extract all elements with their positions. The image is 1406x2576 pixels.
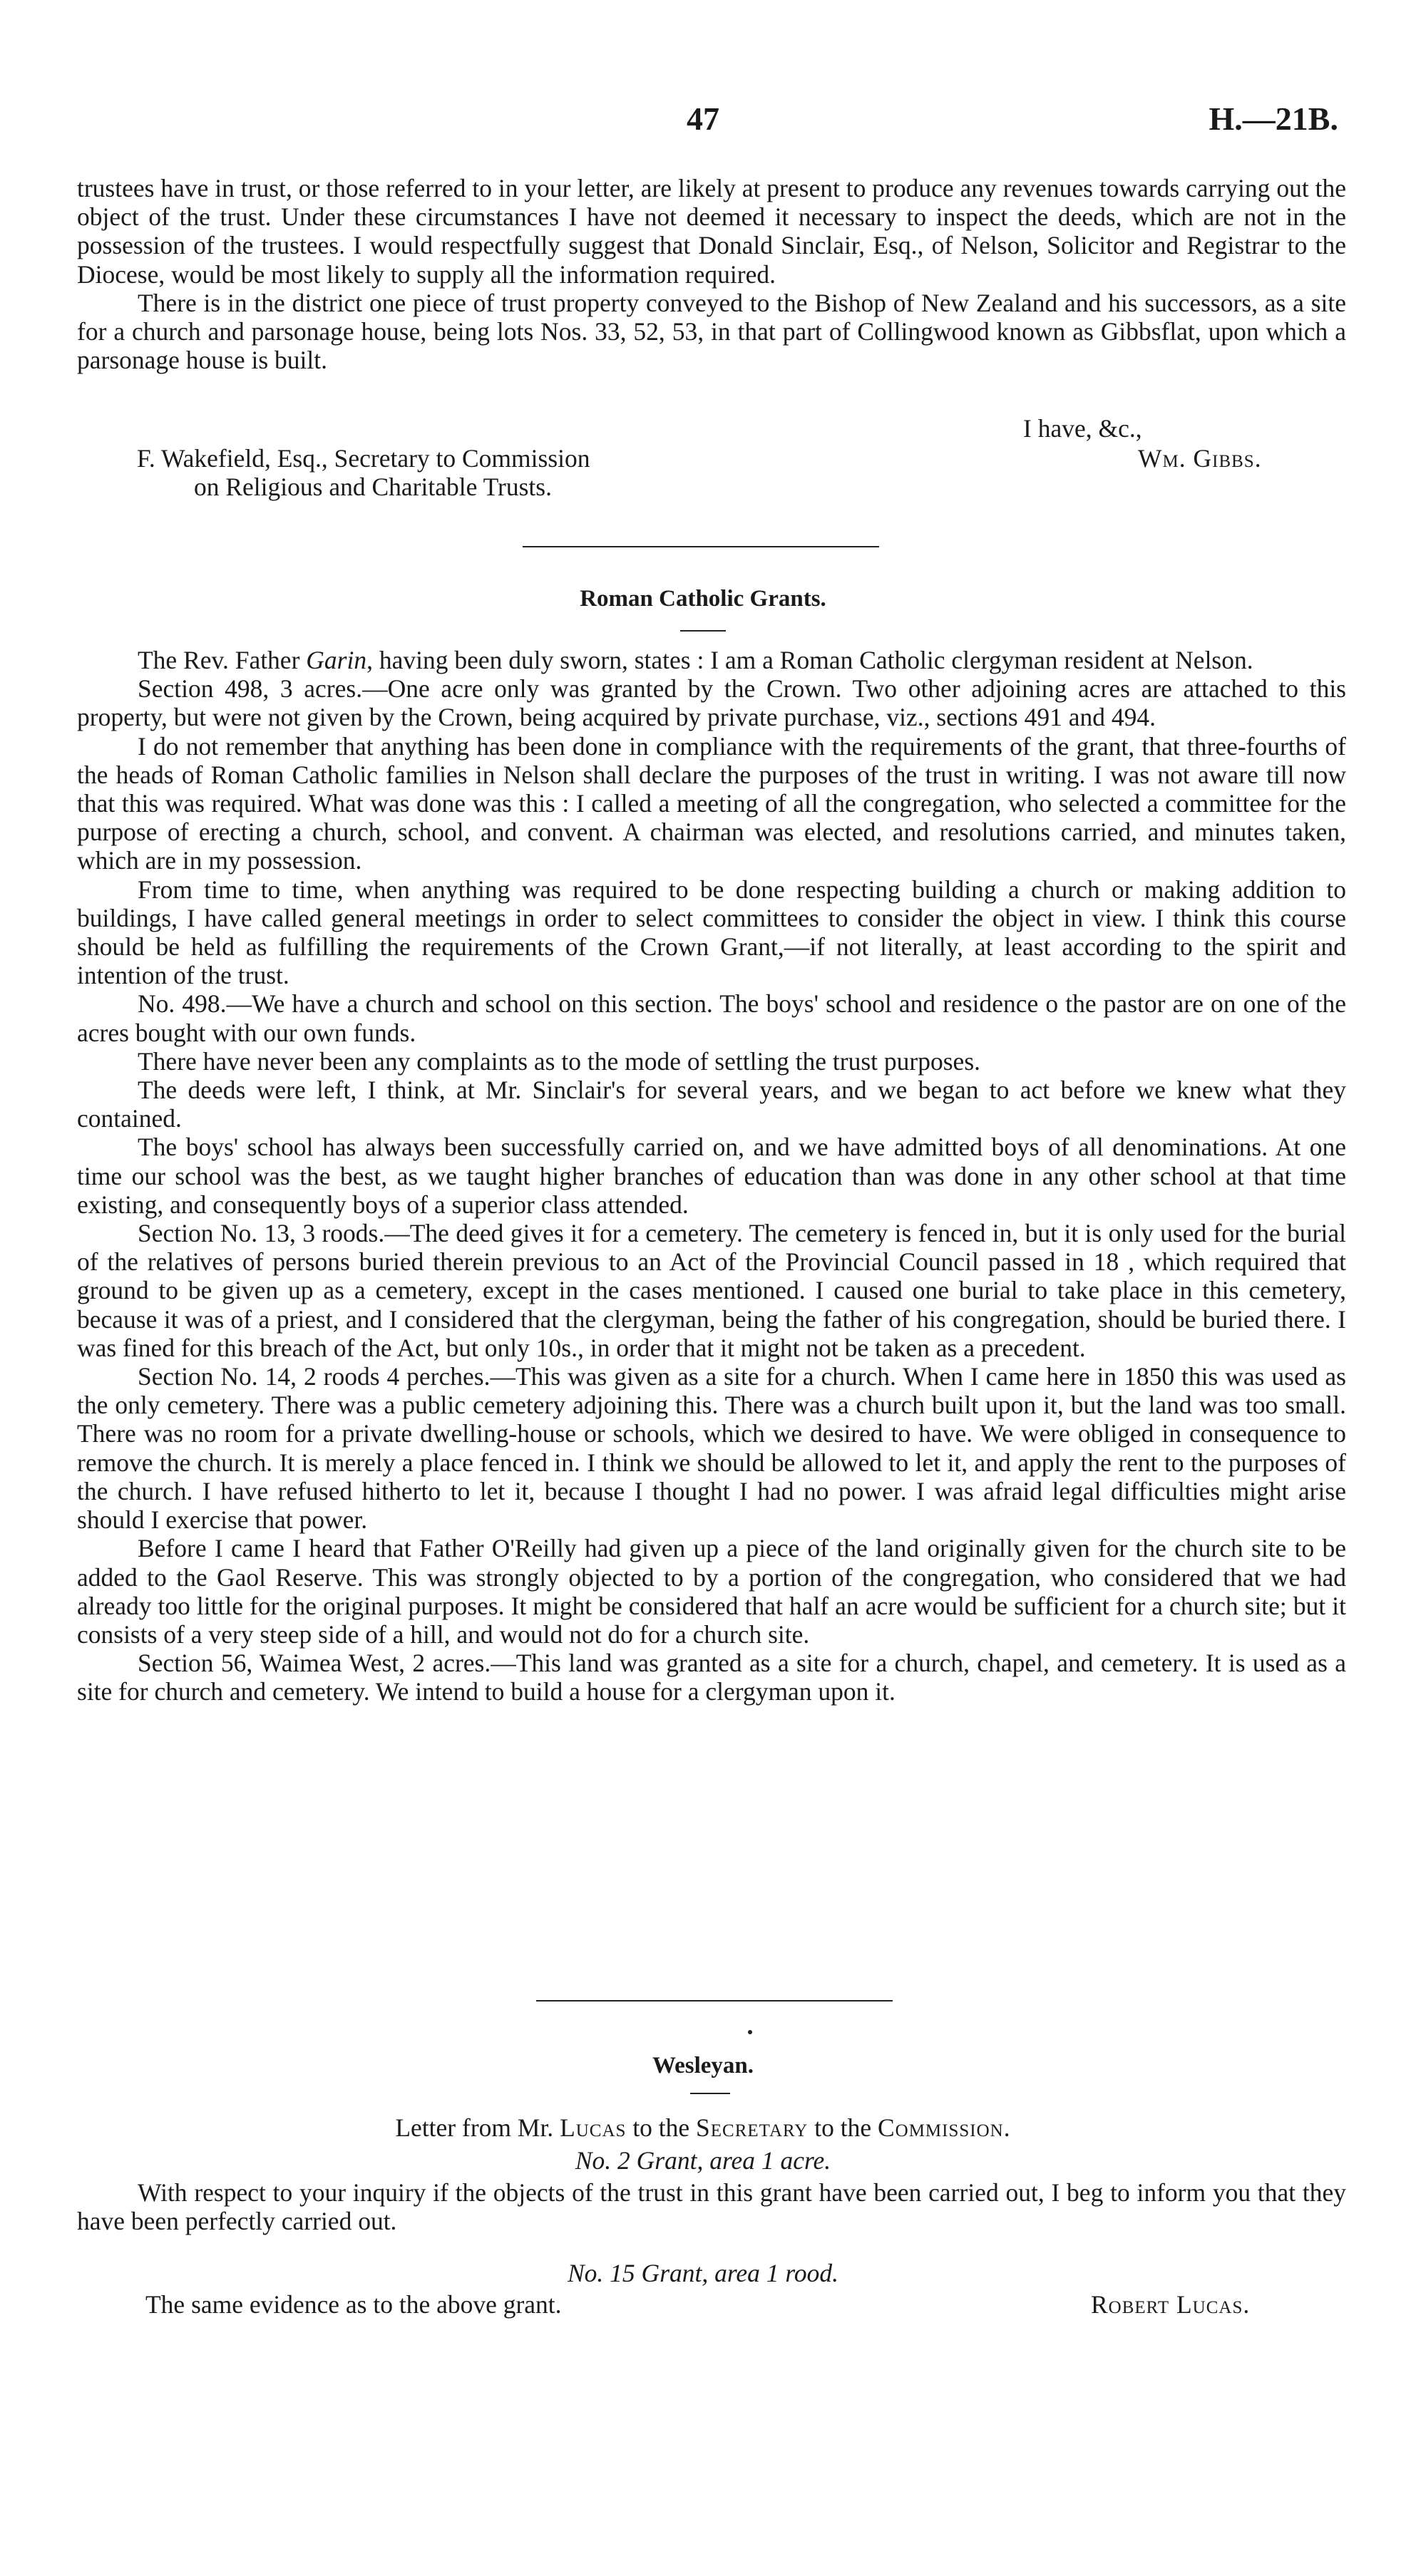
wesleyan-grant-1-text — [77, 2178, 1346, 2235]
rc-paragraph: The deeds were left, I think, at Mr. Sinclair's for several years, and we began to act before we knew what they contained. — [77, 1076, 1346, 1133]
rc-paragraph: Section 56, Waimea West, 2 acres.—This land was granted as a site for a church, chapel, and cemetery. It is used as a site for church and cemetery. We intend to build a house for a clergyman upon it. — [77, 1649, 1346, 1706]
rc-paragraph: There have never been any complaints as to the mode of settling the trust purposes. — [138, 1046, 981, 1076]
grant-2-text: The same evidence as to the above grant. — [145, 2290, 562, 2319]
wesleyan-letter-line: Letter from Mr. Lucas to the Secretary to the Commission. — [395, 2113, 1011, 2142]
rc-paragraph: Before I came I heard that Father O'Reilly had given up a piece of the land originally given for the church site to be added to the Gaol Reserve. This was strongly objected to by a portion of the congregation, who considered that we had already too little for the original purposes. It might be considered that half an acre would be sufficient for a church site; but it consists of a very steep side of a hill, and would not do for a church site. — [77, 1534, 1346, 1649]
roman-catholic-heading: Roman Catholic Grants. — [580, 586, 826, 612]
recipient-title: Secretary — [696, 2113, 809, 2142]
rc-paragraph: Section No. 14, 2 roods 4 perches.—This was given as a site for a church. When I came here in 1850 this was used as the only cemetery. There was a public cemetery adjoining this. There was a church built upon it, but the land was too small. There was no room for a private dwelling-house or schools, which we desired to have. We were obliged in consequence to remove the church. It is merely a place fenced in. I think we should be allowed to let it, and apply the rent to the purposes of the church. I have refused hitherto to let it, because I thought I had no power. I was afraid legal difficulties might arise should I exercise that power. — [77, 1362, 1346, 1535]
rc-paragraph: Section 498, 3 acres.—One acre only was granted by the Crown. Two other adjoining acres are attached to this property, but were not given by the Crown, being acquired by private purchase, viz., sections 491 and 494. — [77, 674, 1346, 732]
rc-paragraph: From time to time, when anything was required to be done respecting building a church or making addition to buildings, I have called general meetings in order to select committees to consider the object in view. I think this course should be held as fulfilling the requirements of the Crown Grant,—if not literally, at least according to the spirit and intention of the trust. — [77, 875, 1346, 990]
gibbs-paragraph-2: There is in the district one piece of trust property conveyed to the Bishop of New Zealand and his successors, as a site for a church and parsonage house, being lots Nos. 33, 52, 53, in that part of Collingwood known as Gibbsflat, upon which a parsonage house is built. — [77, 288, 1346, 375]
gibbs-letter-body — [77, 174, 1346, 374]
section-divider — [523, 546, 879, 547]
rc-paragraph: I do not remember that anything has been done in compliance with the requirements of the grant, that three-fourths of the heads of Roman Catholic families in Nelson shall declare the purposes of the trust in writing. I was not aware till now that this was required. What was done was this : I called a meeting of all the congregation, who selected a committee for the purpose of erecting a church, school, and convent. A chairman was elected, and resolutions carried, and minutes taken, which are in my possession. — [77, 731, 1346, 875]
grant-1-heading: No. 2 Grant, area 1 acre. — [575, 2146, 831, 2175]
grant-1-paragraph: With respect to your inquiry if the objects of the trust in this grant have been carried out, I beg to inform you that they have been perfectly carried out. — [77, 2178, 1346, 2236]
rc-paragraph: No. 498.—We have a church and school on this section. The boys' school and residence o the pastor are on one of the acres bought with our own funds. — [77, 989, 1346, 1047]
roman-catholic-body — [77, 646, 1346, 1706]
gibbs-signature: Wm. Gibbs. — [1138, 444, 1262, 473]
heading-underline — [680, 630, 726, 632]
gibbs-closing: I have, &c., — [1023, 414, 1142, 443]
father-name: Garin — [306, 646, 367, 674]
gibbs-addressee-line-1: F. Wakefield, Esq., Secretary to Commission — [137, 444, 590, 473]
sender-name: Lucas — [560, 2113, 627, 2142]
heading-underline — [690, 2093, 730, 2094]
lucas-signature: Robert Lucas. — [1091, 2290, 1251, 2319]
wesleyan-heading: Wesleyan. — [652, 2053, 754, 2078]
page-number: 47 — [687, 101, 719, 137]
gibbs-paragraph-1: trustees have in trust, or those referred to in your letter, are likely at present to produce any revenues towards carrying out the object of the trust. Under these circumstances I have not deemed it necessary to inspect the deeds, which are not in the possession of the trustees. I would respectfully suggest that Donald Sinclair, Esq., of Nelson, Solicitor and Registrar to the Diocese, would be most likely to supply all the information required. — [77, 174, 1346, 289]
grant-2-heading: No. 15 Grant, area 1 rood. — [568, 2259, 838, 2287]
section-divider — [536, 2000, 893, 2001]
document-reference: H.—21B. — [1209, 101, 1338, 137]
commission-label: Commission. — [877, 2113, 1011, 2142]
rc-intro: The Rev. Father Garin, having been duly sworn, states : I am a Roman Catholic clergyman resident at Nelson. — [138, 646, 1253, 674]
gibbs-addressee-line-2: on Religious and Charitable Trusts. — [194, 473, 552, 501]
printers-mark — [748, 2030, 752, 2034]
rc-paragraph: The boys' school has always been successfully carried on, and we have admitted boys of all denominations. At one time our school was the best, as we taught higher branches of education than was done in any other school at that time existing, and consequently boys of a superior class attended. — [77, 1133, 1346, 1219]
rc-paragraph: Section No. 13, 3 roods.—The deed gives it for a cemetery. The cemetery is fenced in, but it is only used for the burial of the relatives of persons buried therein previous to an Act of the Provincial Council passed in 18 , which required that ground to be given up as a cemetery, except in the cases mentioned. I caused one burial to take place in this cemetery, because it was of a priest, and I considered that the clergyman, being the father of his congregation, should be buried there. I was fined for this breach of the Act, but only 10s., in order that it might not be taken as a precedent. — [77, 1219, 1346, 1362]
